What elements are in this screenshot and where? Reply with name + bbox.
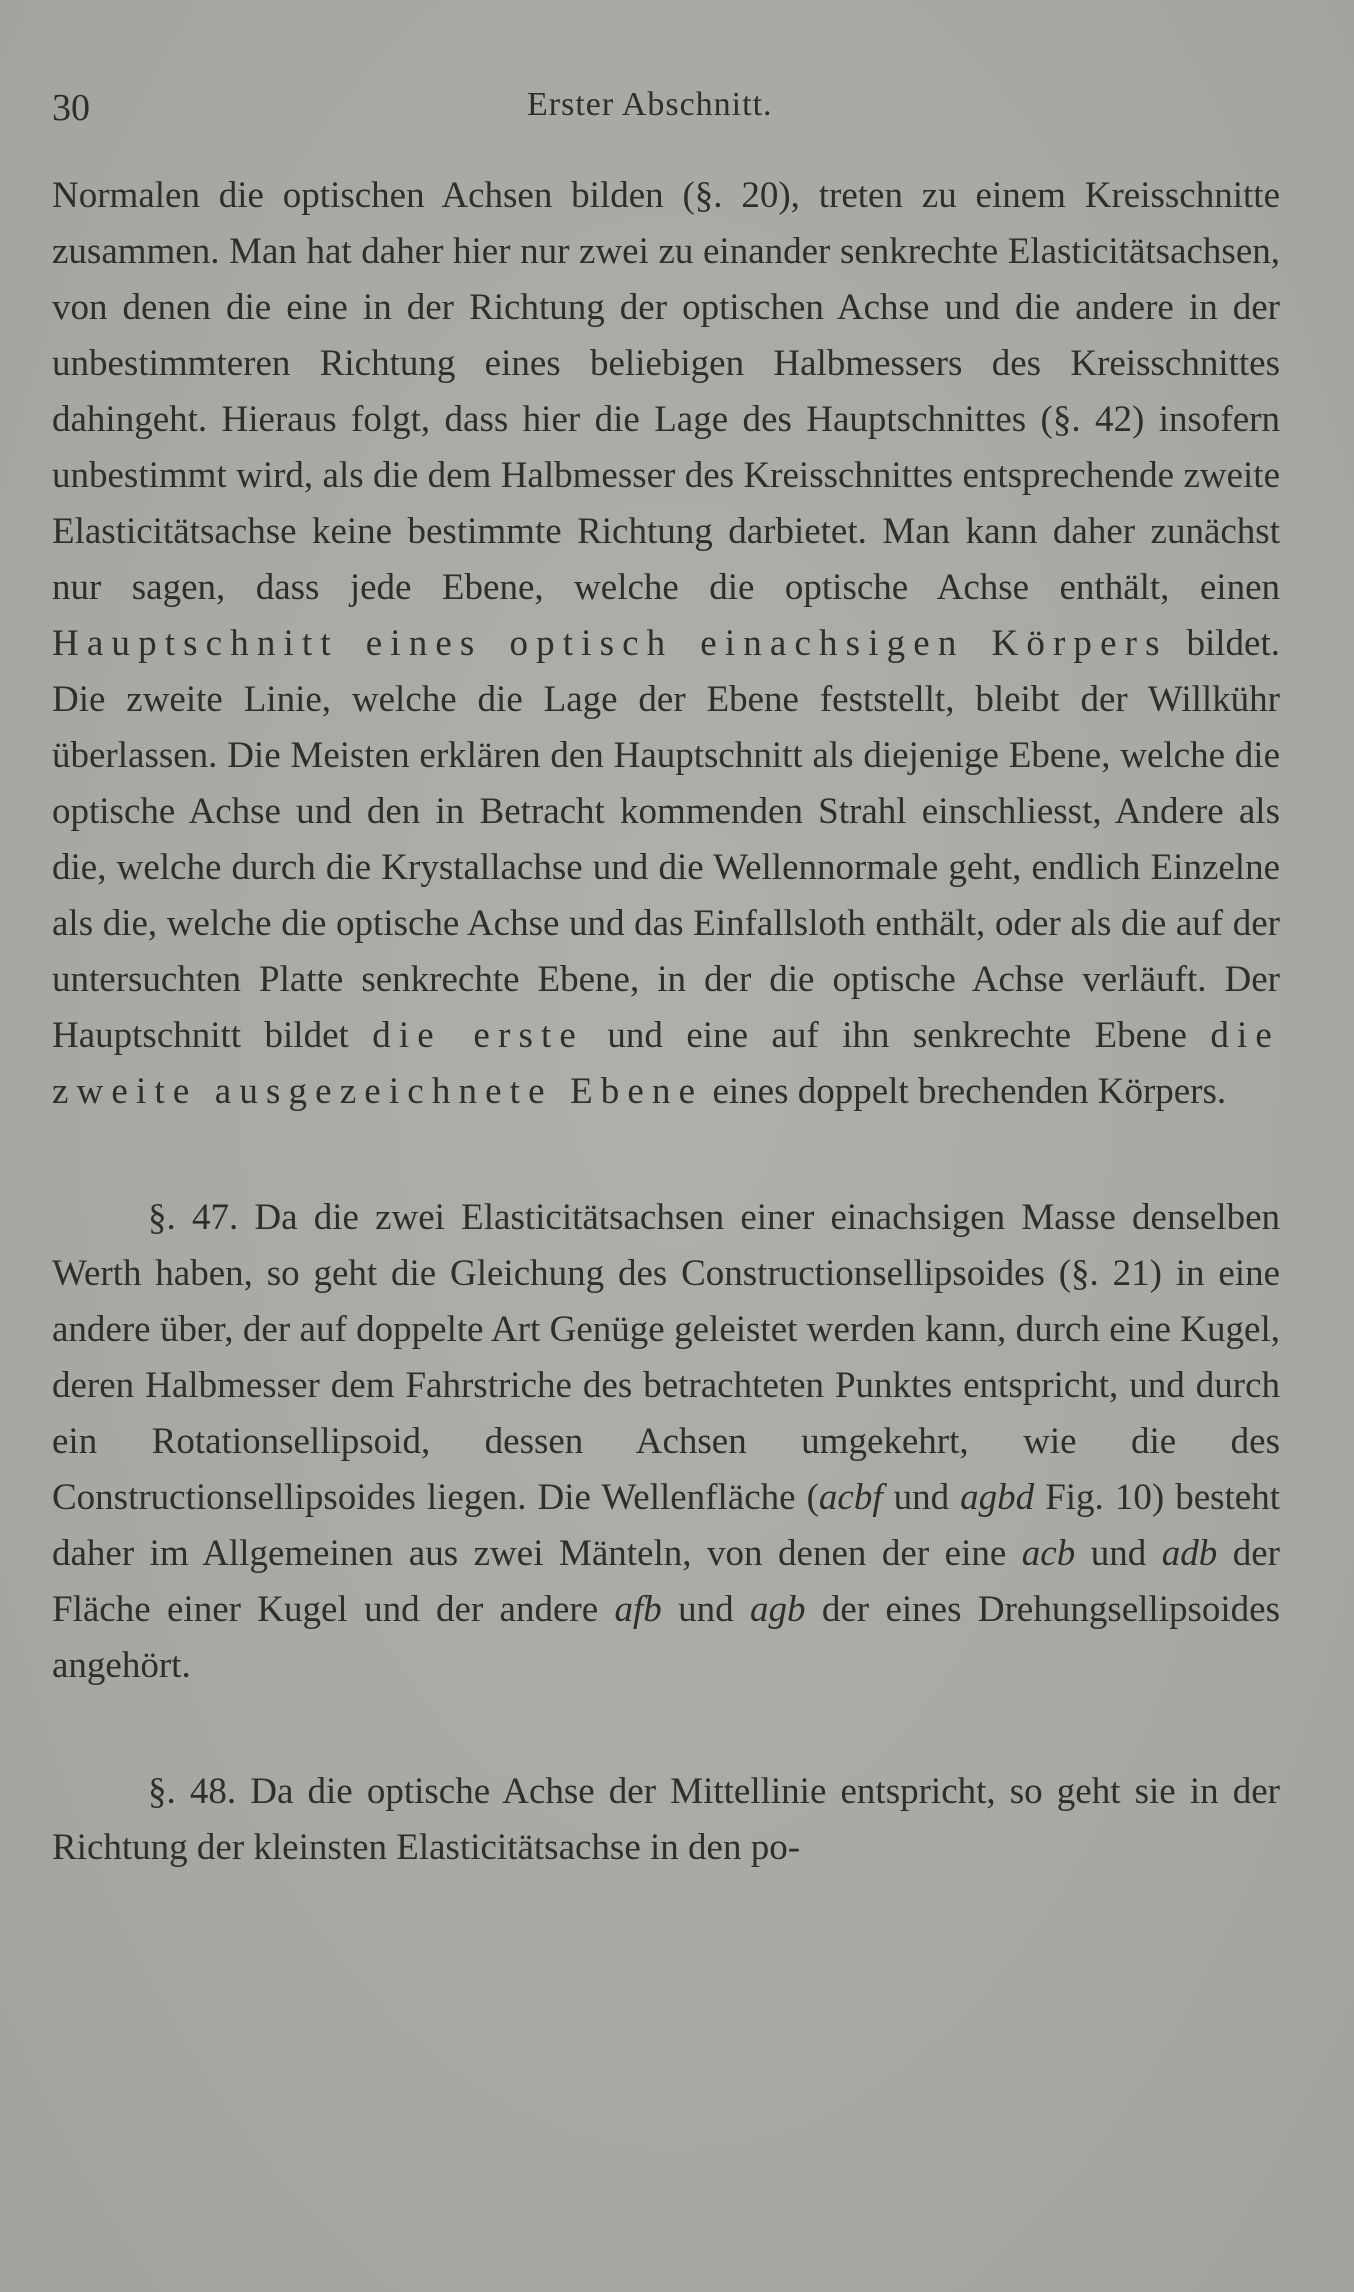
spaced-emphasis: die erste [372,1015,584,1056]
page-header [52,82,1294,132]
text-run: der eines Drehungsellipsoides angehört. [52,1589,1280,1686]
text-run: und eine auf ihn senkrechte Ebene [583,1015,1211,1056]
text-run: und [1075,1533,1162,1574]
text-run: und [661,1589,751,1630]
math-label: adb [1161,1533,1218,1574]
text-run: und [882,1477,961,1518]
text-run: bildet. Die zweite Linie, welche die Lage der Ebene feststellt, bleibt der Willkühr überlassen. Die Meisten erklären den Hauptschnitt als diejenige Ebene, welche die optische Achse und den in Betracht kommenden Strahl einschliesst, Andere als die, welche durch die Krystallachse und die Wellennormale geht, endlich Einzelne als die, welche die optische Achse und das Einfallsloth enthält, oder als die auf der untersuchten Platte senkrechte Ebene, in der die optische Achse verläuft. Der Hauptschnitt bildet [52,623,1280,1056]
math-label: acb [1021,1533,1076,1574]
paragraph-section-48 [52,1764,1280,1876]
page-number: 30 [52,87,90,129]
text-run: Fig. 10) besteht daher im Allgemeinen aus zwei Mänteln, von denen der eine [52,1477,1280,1574]
paragraph-section-47 [52,1190,1280,1694]
math-label: afb [614,1589,662,1630]
text-run: §. 47. Da die zwei Elasticitätsachsen einer einachsigen Masse denselben Werth haben, so geht die Gleichung des Constructionsellipsoides (§. 21) in eine andere über, der auf doppelte Art Genüge geleistet werden kann, durch eine Kugel, deren Halbmesser dem Fahrstriche des betrachteten Punktes entspricht, und durch ein Rotationsellipsoid, dessen Achsen umgekehrt, wie die des Constructionsellipsoides liegen. Die Wellenfläche ( [52,1197,1280,1518]
spaced-emphasis: die zweite ausgezeichnete Ebene [52,1015,1280,1112]
text-run: §. 48. Da die optische Achse der Mittellinie entspricht, so geht sie in der Richtung der kleinsten Elasticitätsachse in den po- [52,1771,1280,1868]
text-run: eines doppelt brechenden Körpers. [703,1071,1227,1112]
math-label: agbd [960,1477,1035,1518]
running-head: Erster Abschnitt. [527,86,773,123]
spaced-emphasis: Hauptschnitt eines optisch einachsigen Körpers [52,623,1168,664]
paragraph-continuation [52,168,1280,1120]
math-label: agb [750,1589,806,1630]
text-run: Normalen die optischen Achsen bilden (§. 20), treten zu einem Kreisschnitte zusammen. Man hat daher hier nur zwei zu einander senkrechte Elasticitätsachsen, von denen die eine in der Richtung der optischen Achse und die andere in der unbestimmteren Richtung eines beliebigen Halbmessers des Kreisschnittes dahingeht. Hieraus folgt, dass hier die Lage des Hauptschnittes (§. 42) insofern unbestimmt wird, als die dem Halbmesser des Kreisschnittes entsprechende zweite Elasticitätsachse keine bestimmte Richtung darbietet. Man kann daher zunächst nur sagen, dass jede Ebene, welche die optische Achse enthält, einen [52,175,1280,608]
math-label: acbf [818,1477,883,1518]
text-run: der Fläche einer Kugel und der andere [52,1533,1280,1630]
body-text [52,168,1280,1876]
